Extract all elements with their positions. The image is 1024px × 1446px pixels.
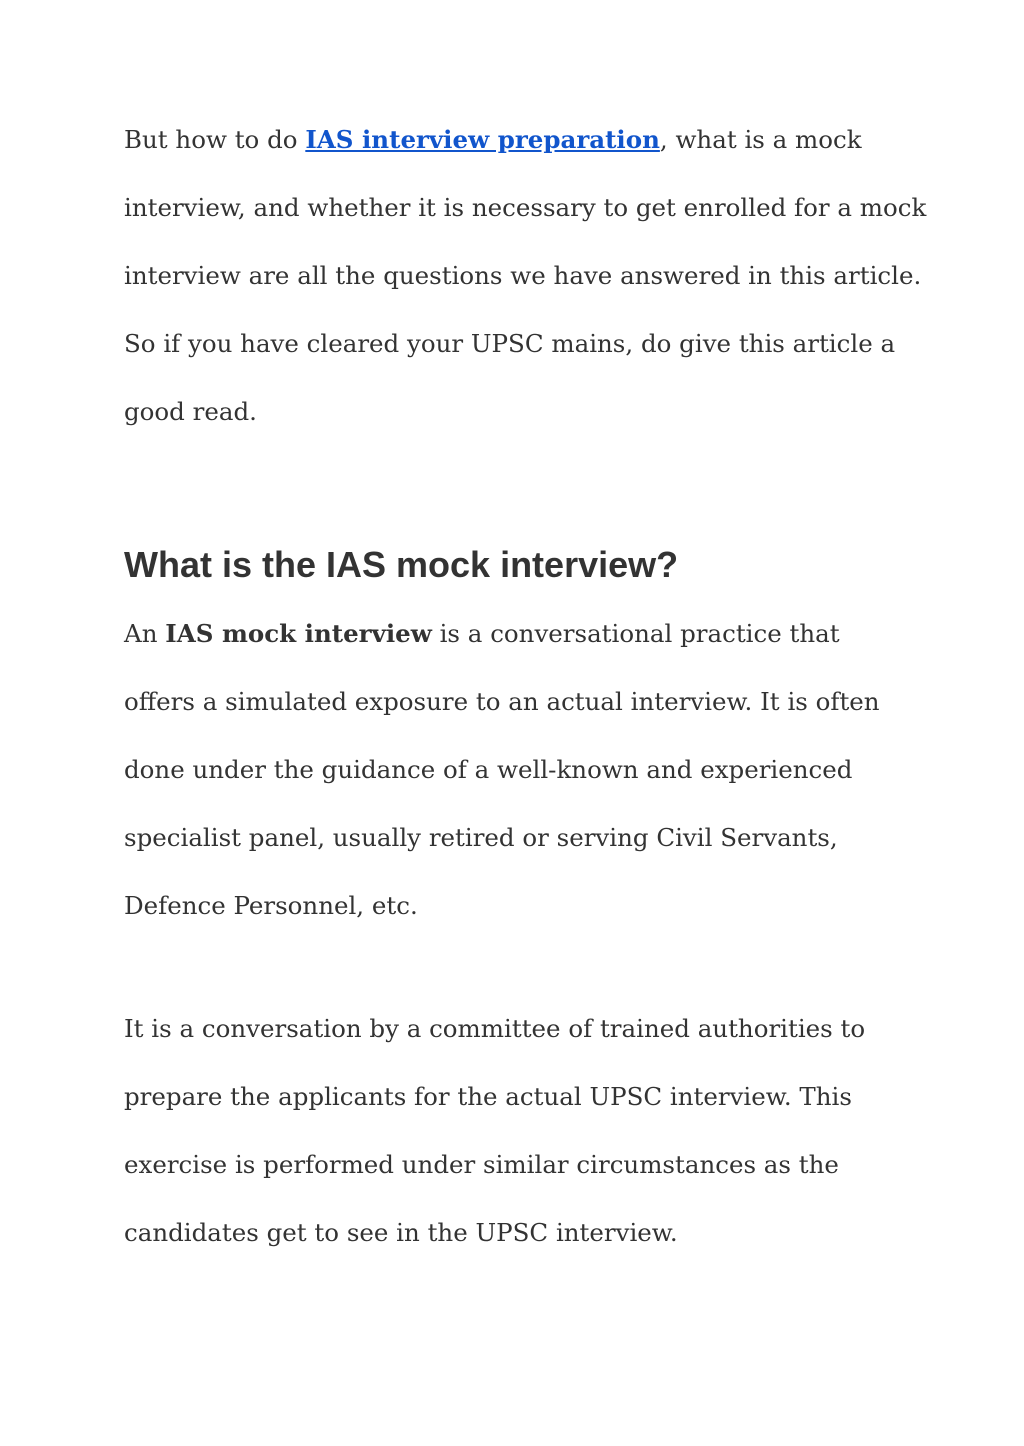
intro-line-1-before: But how to do [124,125,306,154]
intro-line-5: good read. [124,397,257,426]
section-heading: What is the IAS mock interview? [124,544,679,585]
conversation-line-2: prepare the applicants for the actual UPSC interview. This [124,1082,852,1111]
definition-line-5: Defence Personnel, etc. [124,891,418,920]
definition-line-1 [124,600,880,668]
conversation-paragraph [124,995,865,1267]
definition-line-3: done under the guidance of a well-known and experienced [124,755,853,784]
intro-paragraph [124,106,926,446]
intro-line-4: So if you have cleared your UPSC mains, do give this article a [124,329,896,358]
conversation-line-3: exercise is performed under similar circumstances as the [124,1150,839,1179]
ias-mock-interview-term: IAS mock interview [165,619,432,648]
intro-line-1 [124,106,926,174]
intro-line-2: interview, and whether it is necessary to get enrolled for a mock [124,193,927,222]
ias-interview-preparation-link[interactable]: IAS interview preparation [305,125,660,154]
definition-line-1-after: is a conversational practice that [431,619,840,648]
conversation-line-1: It is a conversation by a committee of trained authorities to [124,1014,866,1043]
definition-line-2: offers a simulated exposure to an actual interview. It is often [124,687,880,716]
intro-line-1-after: , what is a mock [659,125,862,154]
definition-line-4: specialist panel, usually retired or serving Civil Servants, [124,823,838,852]
definition-paragraph [124,600,880,940]
conversation-line-4: candidates get to see in the UPSC interview. [124,1218,678,1247]
definition-line-1-before: An [124,619,166,648]
intro-line-3: interview are all the questions we have answered in this article. [124,261,922,290]
